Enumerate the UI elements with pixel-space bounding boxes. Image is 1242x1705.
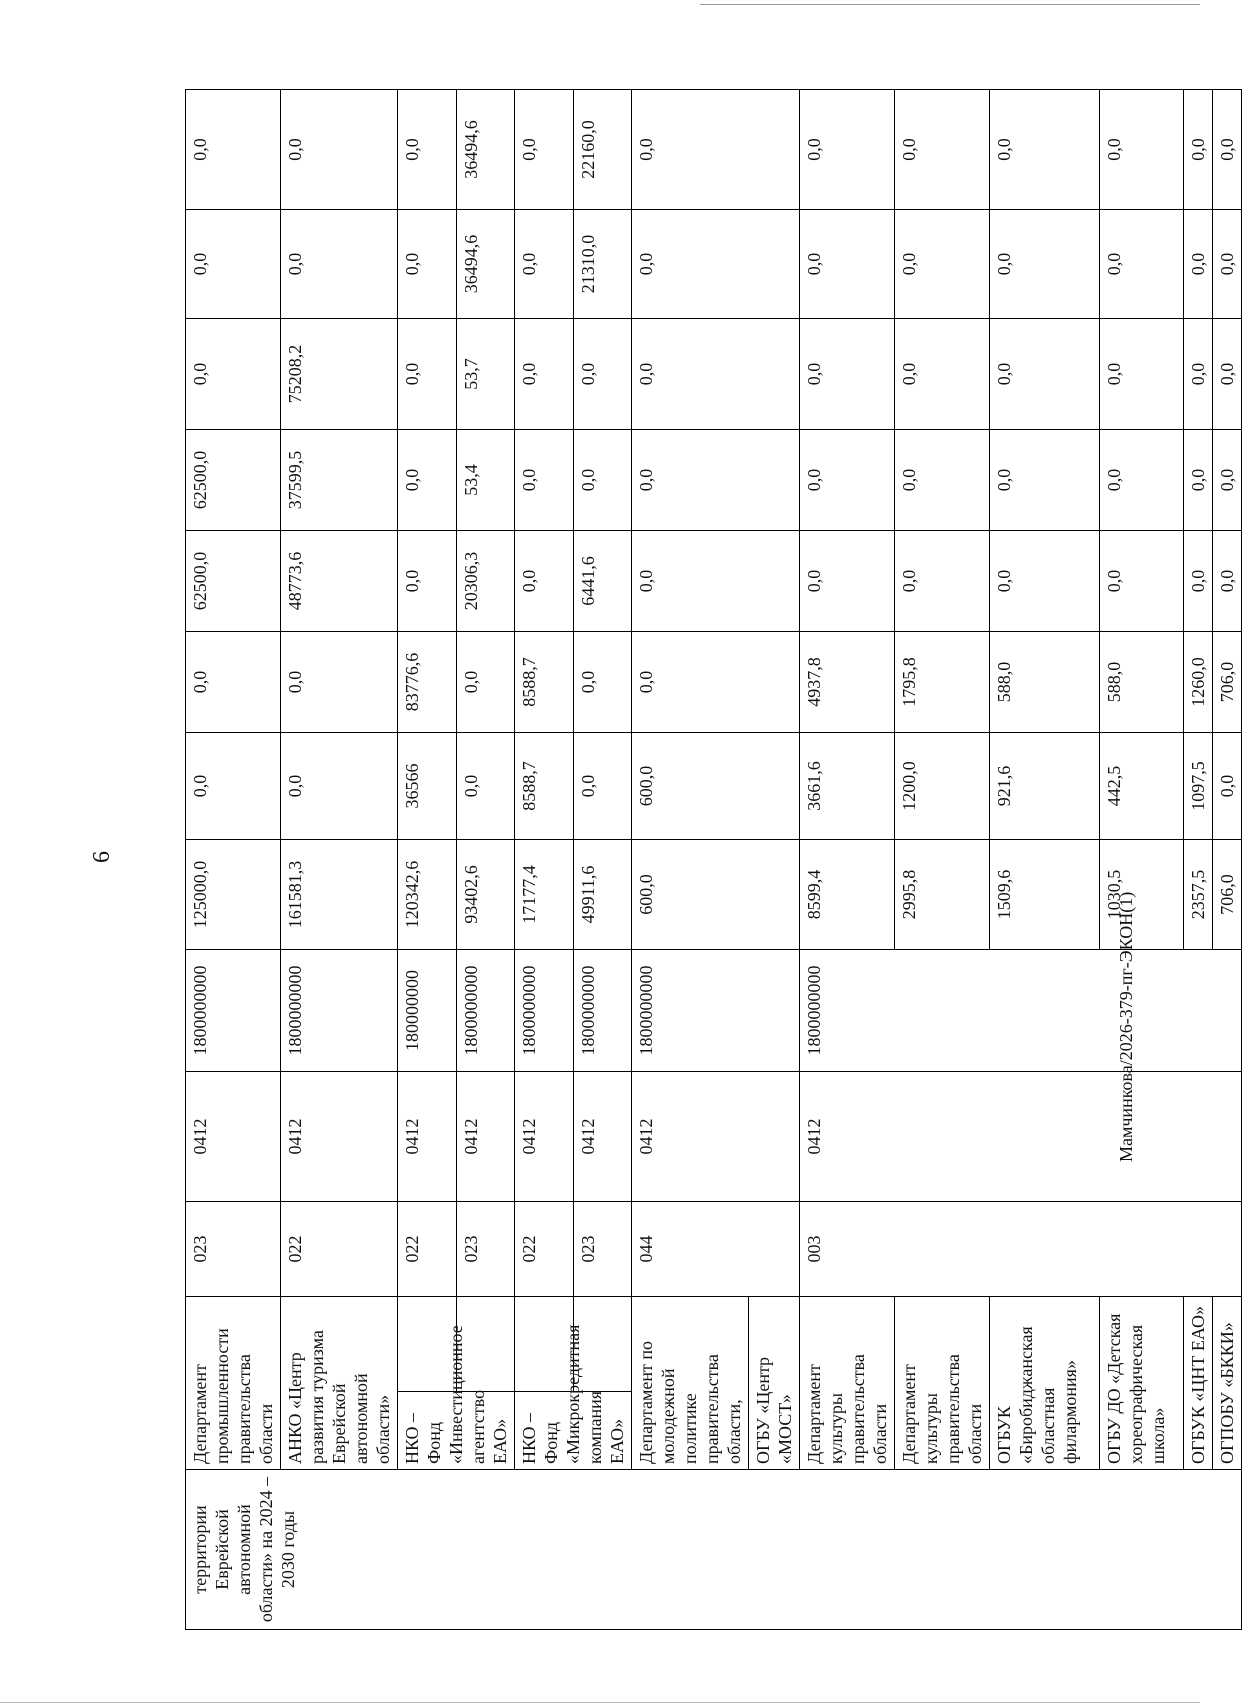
value-cell: 125000,0 [186, 840, 281, 950]
value-cell: 0,0 [515, 319, 574, 430]
value-cell: 49911,6 [573, 840, 632, 950]
value-cell: 0,0 [1213, 319, 1242, 430]
value-cell: 53,7 [456, 319, 515, 430]
rz-pr-cell: 0412 [456, 1072, 515, 1202]
value-cell: 0,0 [632, 319, 800, 430]
executor-cell: НКО – Фонд «Микрокредитная компания ЕАО» [515, 1392, 632, 1470]
csr-cell: 1800000000 [573, 950, 632, 1072]
value-cell: 161581,3 [281, 840, 398, 950]
grbs-cell: 044 [632, 1202, 800, 1297]
value-cell: 588,0 [990, 632, 1100, 733]
value-cell: 0,0 [1213, 733, 1242, 840]
table-row [800, 90, 895, 1630]
value-cell: 0,0 [895, 319, 990, 430]
value-cell: 0,0 [515, 210, 574, 319]
value-cell: 0,0 [281, 90, 398, 210]
value-cell: 0,0 [632, 90, 800, 210]
value-cell: 0,0 [398, 319, 457, 430]
value-cell: 0,0 [281, 733, 398, 840]
value-cell: 62500,0 [186, 531, 281, 632]
executor-cell: ОГБУ ДО «Детская хореографическая школа» [1100, 1297, 1184, 1470]
value-cell: 0,0 [1213, 430, 1242, 531]
value-cell: 0,0 [1184, 210, 1213, 319]
value-cell: 0,0 [281, 632, 398, 733]
top-edge-line [700, 4, 1200, 5]
value-cell: 0,0 [398, 90, 457, 210]
value-cell: 8588,7 [515, 632, 574, 733]
value-cell: 0,0 [895, 90, 990, 210]
value-cell: 0,0 [515, 90, 574, 210]
value-cell: 120342,6 [398, 840, 457, 950]
value-cell: 3661,6 [800, 733, 895, 840]
value-cell: 83776,6 [398, 632, 457, 733]
value-cell: 22160,0 [573, 90, 632, 210]
table-row [895, 90, 990, 1630]
value-cell: 0,0 [990, 319, 1100, 430]
csr-cell: 1800000000 [186, 950, 281, 1072]
value-cell: 0,0 [895, 531, 990, 632]
executor-cell: ОГБУК «ЦНТ ЕАО» [1184, 1297, 1213, 1470]
value-cell: 0,0 [1100, 210, 1184, 319]
executor-cell: ОГПОБУ «БККИ» [1213, 1297, 1242, 1470]
value-cell: 600,0 [632, 840, 800, 950]
value-cell: 0,0 [186, 632, 281, 733]
value-cell: 0,0 [632, 430, 800, 531]
value-cell: 0,0 [1184, 90, 1213, 210]
grbs-cell: 022 [515, 1202, 574, 1297]
value-cell: 0,0 [1213, 531, 1242, 632]
value-cell: 0,0 [281, 210, 398, 319]
table-row [515, 90, 574, 1630]
value-cell: 93402,6 [456, 840, 515, 950]
table-row [281, 90, 398, 1630]
csr-cell: 1800000000 [515, 950, 574, 1072]
value-cell: 0,0 [632, 210, 800, 319]
value-cell: 8599,4 [800, 840, 895, 950]
table-row [990, 90, 1100, 1630]
table-row [632, 90, 749, 1630]
value-cell: 37599,5 [281, 430, 398, 531]
value-cell: 921,6 [990, 733, 1100, 840]
csr-cell: 1800000000 [456, 950, 515, 1072]
csr-cell: 1800000000 [632, 950, 800, 1072]
value-cell: 0,0 [1213, 90, 1242, 210]
bottom-edge-line [0, 1702, 1200, 1703]
rz-pr-cell: 0412 [281, 1072, 398, 1202]
rz-pr-cell: 0412 [186, 1072, 281, 1202]
value-cell: 75208,2 [281, 319, 398, 430]
value-cell: 0,0 [990, 531, 1100, 632]
value-cell: 0,0 [515, 531, 574, 632]
page-number: 6 [89, 851, 115, 863]
value-cell: 36494,6 [456, 90, 515, 210]
table-row [1100, 90, 1184, 1630]
table-row [1213, 90, 1242, 1630]
grbs-cell: 023 [573, 1202, 632, 1297]
value-cell: 0,0 [1184, 430, 1213, 531]
value-cell: 17177,4 [515, 840, 574, 950]
value-cell: 4937,8 [800, 632, 895, 733]
value-cell: 0,0 [573, 319, 632, 430]
value-cell: 0,0 [1100, 319, 1184, 430]
value-cell: 21310,0 [573, 210, 632, 319]
value-cell: 0,0 [398, 430, 457, 531]
value-cell: 36566 [398, 733, 457, 840]
table-row [186, 90, 281, 1630]
value-cell: 8588,7 [515, 733, 574, 840]
csr-cell: 1800000000 [281, 950, 398, 1072]
value-cell: 0,0 [632, 632, 800, 733]
value-cell: 20306,3 [456, 531, 515, 632]
value-cell: 0,0 [632, 531, 800, 632]
grbs-cell: 022 [398, 1202, 457, 1297]
csr-cell: 180000000 [398, 950, 457, 1072]
value-cell: 2357,5 [1184, 840, 1213, 950]
value-cell: 0,0 [573, 733, 632, 840]
value-cell: 1509,6 [990, 840, 1100, 950]
value-cell: 0,0 [456, 632, 515, 733]
value-cell: 0,0 [1213, 210, 1242, 319]
value-cell: 0,0 [1100, 90, 1184, 210]
rz-pr-cell: 0412 [573, 1072, 632, 1202]
rz-pr-cell: 0412 [515, 1072, 574, 1202]
value-cell: 0,0 [895, 210, 990, 319]
value-cell: 1030,5 [1100, 840, 1184, 950]
value-cell: 0,0 [800, 319, 895, 430]
value-cell: 6441,6 [573, 531, 632, 632]
rz-pr-cell: 0412 [800, 1072, 1242, 1202]
table-row [398, 90, 457, 1630]
footer-doc-code: Мамчинкова/2026-379-пг-ЭКОН(1) [1116, 891, 1136, 1162]
value-cell: 0,0 [186, 90, 281, 210]
value-cell: 0,0 [186, 319, 281, 430]
executor-cell: Департамент культуры правительства области [800, 1297, 895, 1470]
value-cell: 62500,0 [186, 430, 281, 531]
value-cell: 0,0 [990, 90, 1100, 210]
value-cell: 0,0 [1184, 531, 1213, 632]
csr-cell: 1800000000 [800, 950, 1242, 1072]
value-cell: 442,5 [1100, 733, 1184, 840]
value-cell: 0,0 [990, 430, 1100, 531]
value-cell: 36494,6 [456, 210, 515, 319]
rz-pr-cell: 0412 [398, 1072, 457, 1202]
value-cell: 0,0 [800, 90, 895, 210]
value-cell: 2995,8 [895, 840, 990, 950]
program-name-cell: территории Еврейской автономной области» на 2024 – 2030 годы [186, 1470, 1242, 1630]
value-cell: 0,0 [515, 430, 574, 531]
value-cell: 0,0 [1100, 430, 1184, 531]
executor-cell: Департамент культуры правительства области [895, 1297, 990, 1470]
value-cell: 1795,8 [895, 632, 990, 733]
value-cell: 1260,0 [1184, 632, 1213, 733]
value-cell: 0,0 [1184, 319, 1213, 430]
executor-cell: ОГБУК «Биробиджанская областная филармония» [990, 1297, 1100, 1470]
value-cell: 706,0 [1213, 632, 1242, 733]
value-cell: 0,0 [573, 430, 632, 531]
value-cell: 0,0 [186, 210, 281, 319]
value-cell: 588,0 [1100, 632, 1184, 733]
value-cell: 0,0 [398, 531, 457, 632]
value-cell: 0,0 [398, 210, 457, 319]
value-cell: 0,0 [990, 210, 1100, 319]
executor-cell: Департамент промышленности правительства области [186, 1297, 281, 1470]
value-cell: 0,0 [186, 733, 281, 840]
value-cell: 53,4 [456, 430, 515, 531]
value-cell: 0,0 [573, 632, 632, 733]
grbs-cell: 022 [281, 1202, 398, 1297]
value-cell: 600,0 [632, 733, 800, 840]
value-cell: 0,0 [800, 430, 895, 531]
executor-cell: АНКО «Центр развития туризма Еврейской автономной области» [281, 1297, 398, 1470]
value-cell: 0,0 [895, 430, 990, 531]
value-cell: 0,0 [456, 733, 515, 840]
grbs-cell: 023 [456, 1202, 515, 1297]
value-cell: 0,0 [1100, 531, 1184, 632]
grbs-cell: 003 [800, 1202, 1242, 1297]
budget-table [185, 89, 1242, 1630]
value-cell: 1200,0 [895, 733, 990, 840]
grbs-cell: 023 [186, 1202, 281, 1297]
value-cell: 48773,6 [281, 531, 398, 632]
executor-cell: НКО – Фонд «Инвестиционное агентство ЕАО» [398, 1392, 515, 1470]
value-cell: 0,0 [800, 531, 895, 632]
executor-cell: Департамент по молодежной политике правительства области, [632, 1297, 749, 1470]
value-cell: 706,0 [1213, 840, 1242, 950]
rz-pr-cell: 0412 [632, 1072, 800, 1202]
table-row [1184, 90, 1213, 1630]
executor-cell: ОГБУ «Центр «МОСТ» [749, 1297, 800, 1470]
value-cell: 1097,5 [1184, 733, 1213, 840]
value-cell: 0,0 [800, 210, 895, 319]
